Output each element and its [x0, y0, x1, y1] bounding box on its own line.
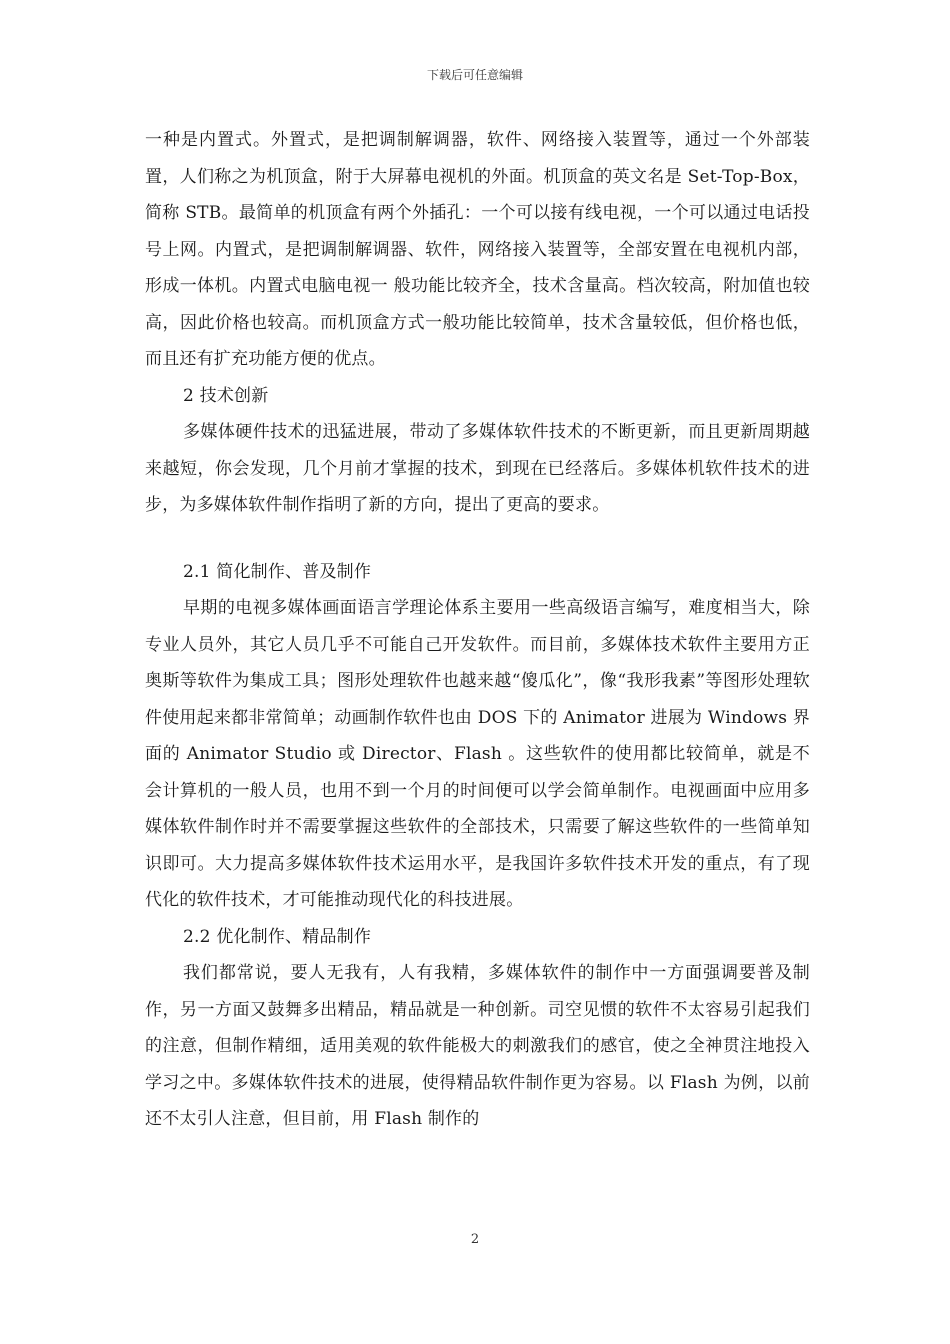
section-heading-2-2: 2.2 优化制作、精品制作: [183, 926, 372, 947]
paragraph-optimize-production: 我们都常说，要人无我有，人有我精，多媒体软件的制作中一方面强调要普及制作，另一方面又鼓舞多出精品，精品就是一种创新。司空见惯的软件不太容易引起我们的注意，但制作精细，适用美观的软件能极大的刺激我们的感官，使之全神贯注地投入学习之中。多媒体软件技术的进展，使得精品软件制作更为容易。以 Flash 为例，以前还不太引人注意，但目前，用 Flash 制作的: [145, 963, 810, 1129]
document-body: [145, 122, 810, 1138]
page-number: 2: [470, 1232, 480, 1247]
paragraph-tech-innovation: 多媒体硬件技术的迅猛进展，带动了多媒体软件技术的不断更新，而且更新周期越来越短，你会发现，几个月前才掌握的技术，到现在已经落后。多媒体机软件技术的进步，为多媒体软件制作指明了新的方向，提出了更高的要求。: [145, 422, 810, 515]
section-heading-2-1: 2.1 简化制作、普及制作: [183, 561, 372, 582]
paragraph-simplify-production: 早期的电视多媒体画面语言学理论体系主要用一些高级语言编写，难度相当大，除专业人员外，其它人员几乎不可能自己开发软件。而目前，多媒体技术软件主要用方正奥斯等软件为集成工具；图形处理软件也越来越“傻瓜化”，像“我形我素”等图形处理软件使用起来都非常简单；动画制作软件也由 DOS 下的 Animator 进展为 Windows 界面的 Animator Studio 或 Director、Flash 。这些软件的使用都比较简单，就是不会计算机的一般人员，也用不到一个月的时间便可以学会简单制作。电视画面中应用多媒体软件制作时并不需要掌握这些软件的全部技术，只需要了解这些软件的一些简单知识即可。大力提高多媒体软件技术运用水平，是我国许多软件技术开发的重点，有了现代化的软件技术，才可能推动现代化的科技进展。: [145, 598, 810, 910]
paragraph-spacer: [145, 524, 810, 554]
page-header: 下载后可任意编辑: [426, 68, 523, 82]
section-heading-2: 2 技术创新: [183, 385, 269, 406]
paragraph-continuation: 一种是内置式。外置式，是把调制解调器，软件、网络接入装置等，通过一个外部装置，人们称之为机顶盒，附于大屏幕电视机的外面。机顶盒的英文名是 Set-Top-Box，简称 STB。最简单的机顶盒有两个外插孔：一个可以接有线电视，一个可以通过电话投号上网。内置式，是把调制解调器、软件，网络接入装置等，全部安置在电视机内部，形成一体机。内置式电脑电视一 般功能比较齐全，技术含量高。档次较高，附加值也较高，因此价格也较高。而机顶盒方式一般功能比较简单，技术含量较低，但价格也低，而且还有扩充功能方便的优点。: [145, 130, 810, 369]
